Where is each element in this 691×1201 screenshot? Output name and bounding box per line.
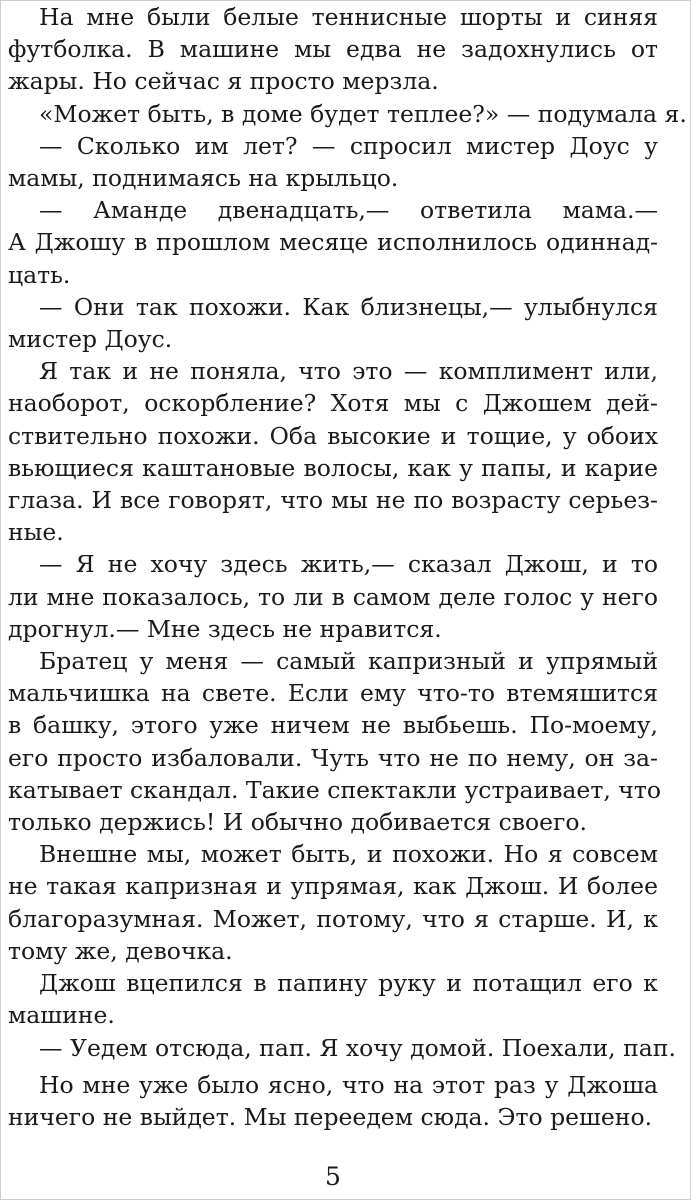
text-line: ли мне показалось, то ли в самом деле голос у него bbox=[8, 582, 658, 611]
text-line: Но мне уже было ясно, что на этот раз у Джоша bbox=[39, 1070, 658, 1099]
paragraph bbox=[8, 967, 658, 1031]
paragraph bbox=[8, 291, 658, 355]
text-line: глаза. И все говорят, что мы не по возрасту серьез- bbox=[8, 486, 658, 515]
text-line: благоразумная. Может, потому, что я старше. И, к bbox=[8, 904, 658, 933]
text-line: — Аманде двенадцать,— ответила мама.— bbox=[39, 196, 658, 225]
text-line: цать. bbox=[8, 260, 71, 289]
paragraph bbox=[8, 355, 658, 548]
page-number: 5 bbox=[325, 1162, 341, 1191]
text-line: ные. bbox=[8, 518, 64, 547]
text-line: Джош вцепился в папину руку и потащил его к bbox=[39, 969, 658, 998]
text-line: Я так и не поняла, что это — комплимент или, bbox=[39, 357, 658, 386]
text-line: его просто избаловали. Чуть что не по нему, он за- bbox=[8, 743, 658, 772]
paragraph bbox=[8, 98, 687, 130]
text-line: На мне были белые теннисные шорты и синяя bbox=[39, 3, 658, 31]
text-line: мамы, поднимаясь на крыльцо. bbox=[8, 164, 399, 193]
text-line: — Уедем отсюда, пап. Я хочу домой. Поехали, пап. bbox=[39, 1033, 676, 1062]
text-line: наоборот, оскорбление? Хотя мы с Джошем дей- bbox=[8, 389, 658, 418]
text-line: ствительно похожи. Оба высокие и тощие, у обоих bbox=[8, 421, 658, 450]
text-line: катывает скандал. Такие спектакли устраивает, что bbox=[8, 775, 661, 804]
text-line: мистер Доус. bbox=[8, 325, 173, 354]
text-line: «Может быть, в доме будет теплее?» — подумала я. bbox=[39, 99, 687, 128]
text-line: только держись! И обычно добивается своего. bbox=[8, 808, 587, 837]
text-line: А Джошу в прошлом месяце исполнилось одиннад- bbox=[8, 228, 658, 257]
text-line: в башку, этого уже ничем не выбьешь. По-моему, bbox=[8, 711, 658, 740]
text-line: мальчишка на свете. Если ему что-то втемяшится bbox=[8, 679, 658, 708]
text-line: — Сколько им лет? — спросил мистер Доус у bbox=[39, 131, 658, 160]
paragraph bbox=[8, 1032, 676, 1064]
paragraph bbox=[8, 1, 658, 98]
text-line: ничего не выйдет. Мы переедем сюда. Это решено. bbox=[8, 1102, 653, 1131]
page-body-text bbox=[8, 1, 687, 1133]
paragraph bbox=[8, 194, 658, 291]
paragraph bbox=[8, 1069, 658, 1133]
book-page bbox=[8, 1, 687, 1201]
text-line: не такая капризная и упрямая, как Джош. И более bbox=[8, 872, 658, 901]
text-line: жары. Но сейчас я просто мерзла. bbox=[8, 67, 439, 96]
text-line: вьющиеся каштановые волосы, как у папы, и карие bbox=[8, 453, 658, 482]
paragraph bbox=[8, 548, 658, 645]
text-line: Братец у меня — самый капризный и упрямый bbox=[39, 647, 658, 676]
paragraph bbox=[8, 645, 661, 838]
text-line: машине. bbox=[8, 1001, 115, 1030]
text-line: дрогнул.— Мне здесь не нравится. bbox=[8, 614, 442, 643]
paragraph bbox=[8, 130, 658, 194]
text-line: футболка. В машине мы едва не задохнулись от bbox=[8, 35, 658, 64]
text-line: — Они так похожи. Как близнецы,— улыбнулся bbox=[39, 292, 658, 321]
paragraph bbox=[8, 838, 658, 967]
text-line: Внешне мы, может быть, и похожи. Но я совсем bbox=[39, 840, 658, 869]
text-line: — Я не хочу здесь жить,— сказал Джош, и то bbox=[39, 550, 658, 579]
text-line: тому же, девочка. bbox=[8, 936, 233, 965]
